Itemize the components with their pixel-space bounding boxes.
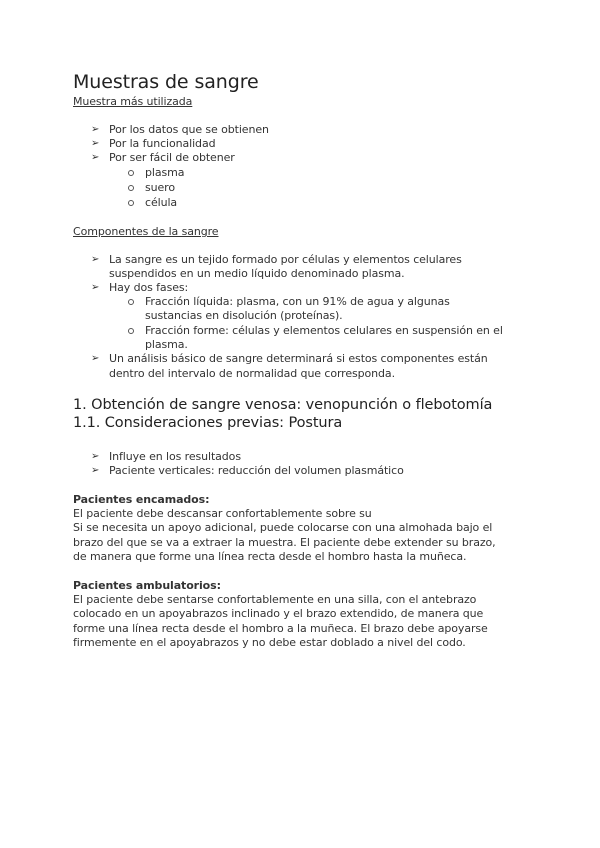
circle-bullet-icon xyxy=(128,328,134,334)
section-heading-muestra: Muestra más utilizada xyxy=(73,95,193,108)
list-item: Por ser fácil de obtener xyxy=(109,151,235,164)
paragraph-line: Si se necesita un apoyo adicional, puede colocarse con una almohada bajo el xyxy=(73,521,493,534)
sub-list-item: Fracción forme: células y elementos celulares en suspensión en el xyxy=(145,324,503,337)
sub-list-item: suero xyxy=(145,181,175,194)
arrow-bullet-icon: ➢ xyxy=(91,254,100,265)
sub-list-item: plasma xyxy=(145,166,185,179)
sub-list-item-continued: plasma. xyxy=(145,338,188,351)
sub-list-item: Fracción líquida: plasma, con un 91% de agua y algunas xyxy=(145,295,450,308)
circle-bullet-icon xyxy=(128,185,134,191)
sub-list-item-continued: sustancias en disolución (proteínas). xyxy=(145,309,343,322)
list-item: Por la funcionalidad xyxy=(109,137,216,150)
list-item: Por los datos que se obtienen xyxy=(109,123,269,136)
list-item: Un análisis básico de sangre determinará si estos componentes están xyxy=(109,352,488,365)
ambulatorios-heading: Pacientes ambulatorios: xyxy=(73,579,221,592)
arrow-bullet-icon: ➢ xyxy=(91,451,100,462)
section-heading-componentes: Componentes de la sangre xyxy=(73,225,219,238)
paragraph-line: brazo del que se va a extraer la muestra. El paciente debe extender su brazo, xyxy=(73,536,496,549)
circle-bullet-icon xyxy=(128,299,134,305)
heading-1: 1. Obtención de sangre venosa: venopunción o flebotomía xyxy=(73,397,493,413)
list-item: La sangre es un tejido formado por células y elementos celulares xyxy=(109,253,462,266)
list-item: Hay dos fases: xyxy=(109,281,189,294)
paragraph-line: El paciente debe sentarse confortablemente en una silla, con el antebrazo xyxy=(73,593,477,606)
arrow-bullet-icon: ➢ xyxy=(91,282,100,293)
heading-1-1: 1.1. Consideraciones previas: Postura xyxy=(73,415,343,431)
page-title: Muestras de sangre xyxy=(73,71,259,93)
arrow-bullet-icon: ➢ xyxy=(91,353,100,364)
circle-bullet-icon xyxy=(128,200,134,206)
paragraph-line: forme una línea recta desde el hombro a la muñeca. El brazo debe apoyarse xyxy=(73,622,488,635)
list-item: Paciente verticales: reducción del volumen plasmático xyxy=(109,464,404,477)
paragraph-line: de manera que forme una línea recta desde el hombro hasta la muñeca. xyxy=(73,550,467,563)
arrow-bullet-icon: ➢ xyxy=(91,124,100,135)
arrow-bullet-icon: ➢ xyxy=(91,138,100,149)
encamados-heading: Pacientes encamados: xyxy=(73,493,210,506)
list-item: Influye en los resultados xyxy=(109,450,241,463)
list-item-continued: suspendidos en un medio líquido denominado plasma. xyxy=(109,267,405,280)
circle-bullet-icon xyxy=(128,170,134,176)
arrow-bullet-icon: ➢ xyxy=(91,152,100,163)
list-item-continued: dentro del intervalo de normalidad que corresponda. xyxy=(109,367,395,380)
arrow-bullet-icon: ➢ xyxy=(91,465,100,476)
paragraph-line: El paciente debe descansar confortablemente sobre su xyxy=(73,507,372,520)
paragraph-line: firmemente en el apoyabrazos y no debe estar doblado a nivel del codo. xyxy=(73,636,466,649)
sub-list-item: célula xyxy=(145,196,178,209)
paragraph-line: colocado en un apoyabrazos inclinado y el brazo extendido, de manera que xyxy=(73,607,484,620)
